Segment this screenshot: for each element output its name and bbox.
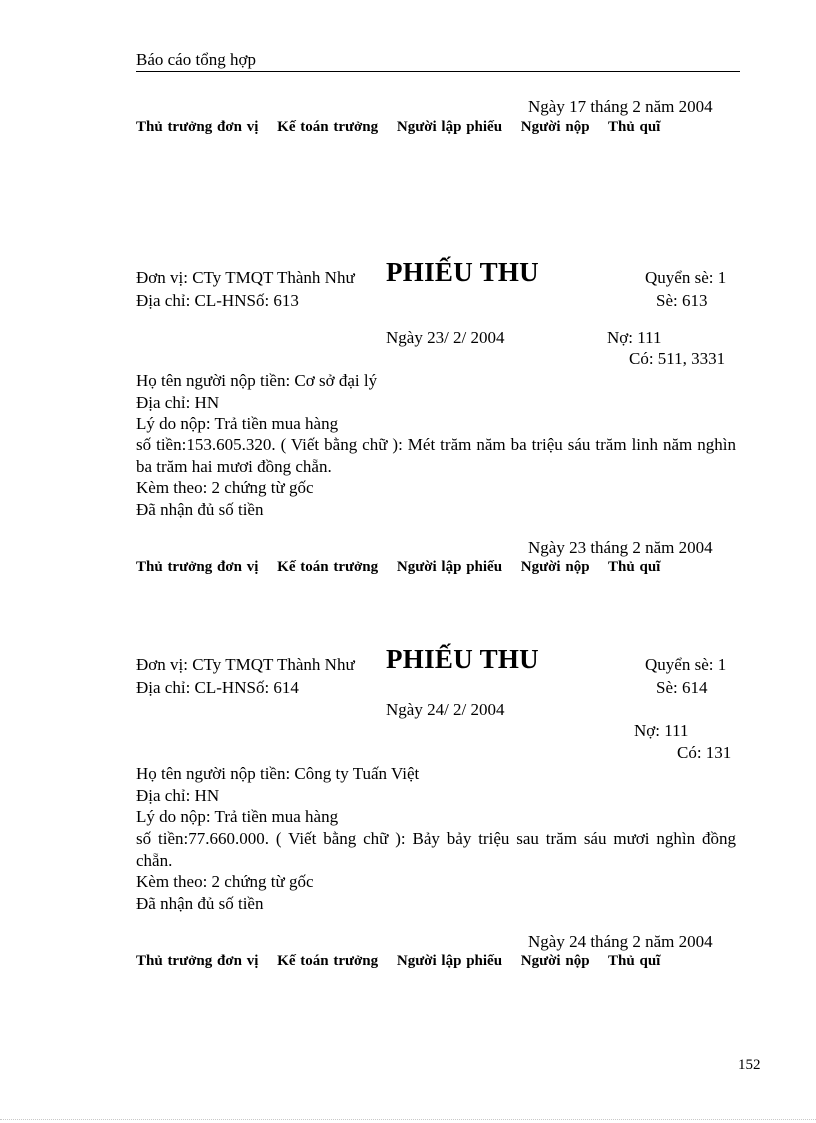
receipt-title: PHIẾU THU (386, 257, 539, 287)
receipt-attachments: Kèm theo: 2 chứng từ gốc (136, 478, 314, 497)
receipt-date: Ngày 23/ 2/ 2004 (386, 328, 505, 347)
signature-preparer: Người lập phiếu (396, 953, 503, 969)
signature-payer: Người nộp (520, 119, 590, 135)
receipt-address-number (136, 291, 299, 311)
signature-head: Thủ trưởng đơn vị (136, 953, 259, 969)
receipt-book: Quyển sè: 1 (645, 268, 727, 287)
receipt-unit: Đơn vị: CTy TMQT Thành Như (136, 655, 355, 674)
signature-preparer: Người lập phiếu (396, 559, 503, 575)
signature-cashier: Thủ quĩ (608, 953, 661, 969)
signature-row-top (136, 119, 674, 136)
receipt-payer-address: Địa chỉ: HN (136, 393, 220, 412)
page-number: 152 (738, 1057, 761, 1073)
receipt-credit: Có: 511, 3331 (629, 349, 726, 368)
receipt-serial: Sè: 614 (656, 678, 708, 697)
receipt-payer: Họ tên người nộp tiền: Công ty Tuấn Việt (136, 764, 420, 783)
receipt-number: Số: 614 (246, 678, 299, 697)
signature-head: Thủ trưởng đơn vị (136, 559, 259, 575)
receipt-serial: Sè: 613 (656, 291, 708, 310)
receipt-date: Ngày 24/ 2/ 2004 (386, 700, 505, 719)
signature-head: Thủ trưởng đơn vị (136, 119, 259, 135)
signature-row (136, 953, 674, 970)
receipt-address: Địa chỉ: CL-HN (136, 678, 247, 697)
receipt-received: Đã nhận đủ số tiền (136, 500, 264, 519)
receipt-payer: Họ tên người nộp tiền: Cơ sở đại lý (136, 371, 378, 390)
receipt-number: Số: 613 (246, 291, 299, 310)
signature-chief-accountant: Kế toán trưởng (277, 119, 379, 135)
receipt-book: Quyển sè: 1 (645, 655, 727, 674)
signature-cashier: Thủ quĩ (608, 119, 661, 135)
header-rule (136, 71, 740, 72)
receipt-credit: Có: 131 (677, 743, 732, 762)
page-header-title: Báo cáo tổng hợp (136, 50, 256, 69)
receipt-reason: Lý do nộp: Trả tiền mua hàng (136, 807, 339, 826)
signature-cashier: Thủ quĩ (608, 559, 661, 575)
receipt-date-line: Ngày 23 tháng 2 năm 2004 (528, 538, 713, 557)
receipt-address: Địa chỉ: CL-HN (136, 291, 247, 310)
receipt-debit: Nợ: 111 (634, 721, 689, 740)
page-bottom-dotted-rule (0, 1119, 816, 1120)
receipt-title: PHIẾU THU (386, 644, 539, 674)
receipt-amount-text: số tiền:153.605.320. ( Viết bằng chữ ): Mét trăm năm ba triệu sáu trăm linh năm nghìn ba trăm hai mươi đồng chẵn. (136, 435, 736, 476)
signature-row (136, 559, 674, 576)
receipt-attachments: Kèm theo: 2 chứng từ gốc (136, 872, 314, 891)
signature-payer: Người nộp (520, 953, 590, 969)
signature-chief-accountant: Kế toán trưởng (277, 559, 379, 575)
signature-preparer: Người lập phiếu (396, 119, 503, 135)
receipt-received: Đã nhận đủ số tiền (136, 894, 264, 913)
signature-chief-accountant: Kế toán trưởng (277, 953, 379, 969)
receipt-unit: Đơn vị: CTy TMQT Thành Như (136, 268, 355, 287)
receipt-date-line: Ngày 24 tháng 2 năm 2004 (528, 932, 713, 951)
receipt-reason: Lý do nộp: Trả tiền mua hàng (136, 414, 339, 433)
date-line-top: Ngày 17 tháng 2 năm 2004 (528, 97, 713, 116)
receipt-debit: Nợ: 111 (607, 328, 662, 347)
receipt-payer-address: Địa chỉ: HN (136, 786, 220, 805)
signature-payer: Người nộp (520, 559, 590, 575)
receipt-amount-text: số tiền:77.660.000. ( Viết bằng chữ ): Bảy bảy triệu sau trăm sáu mươi nghìn đồng chẵn. (136, 829, 736, 870)
receipt-address-number (136, 678, 299, 698)
